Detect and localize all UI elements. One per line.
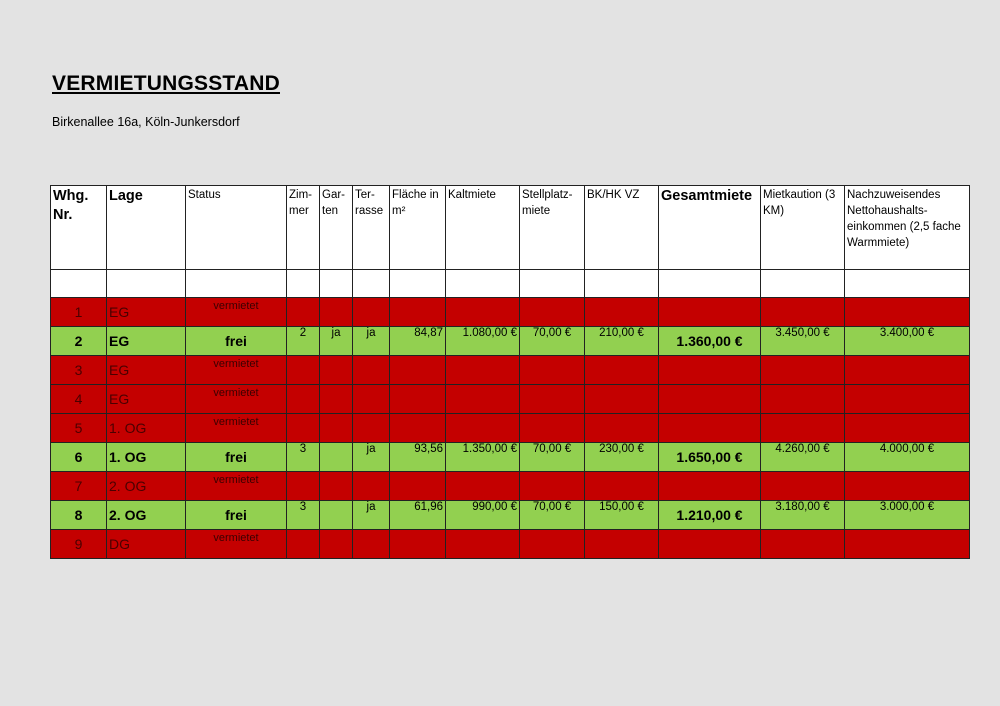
cell-garden [320, 530, 353, 559]
header-nr: Whg. Nr. [51, 186, 107, 270]
cell-parking-rent: 70,00 € [520, 501, 585, 530]
cell-deposit: 4.260,00 € [761, 443, 845, 472]
blank-row [51, 270, 970, 298]
cell-terrace [353, 472, 390, 501]
cell-parking-rent: 70,00 € [520, 443, 585, 472]
cell-total-rent: 1.650,00 € [659, 443, 761, 472]
cell-cold-rent [446, 385, 520, 414]
cell-required-income [845, 414, 970, 443]
cell-unit-number: 2 [51, 327, 107, 356]
table-row [51, 472, 970, 501]
rental-status-table [50, 185, 970, 559]
table-row [51, 501, 970, 530]
cell-deposit [761, 472, 845, 501]
cell-garden [320, 443, 353, 472]
cell-unit-number: 6 [51, 443, 107, 472]
table-body [51, 270, 970, 559]
cell-unit-number: 4 [51, 385, 107, 414]
cell-utility-prepayment [585, 530, 659, 559]
cell-garden [320, 472, 353, 501]
cell-terrace [353, 414, 390, 443]
header-bkhk: BK/HK VZ [585, 186, 659, 270]
cell-terrace [353, 356, 390, 385]
cell-required-income [845, 385, 970, 414]
cell-rooms: 2 [287, 327, 320, 356]
cell-total-rent [659, 472, 761, 501]
table-header [51, 186, 970, 270]
cell-cold-rent: 1.350,00 € [446, 443, 520, 472]
cell-total-rent [659, 298, 761, 327]
cell-parking-rent [520, 385, 585, 414]
cell-terrace [353, 298, 390, 327]
header-zimmer: Zim-mer [287, 186, 320, 270]
cell-terrace: ja [353, 443, 390, 472]
cell-status: vermietet [186, 385, 287, 414]
cell-rooms [287, 298, 320, 327]
cell-utility-prepayment [585, 472, 659, 501]
cell-utility-prepayment: 150,00 € [585, 501, 659, 530]
table-row [51, 530, 970, 559]
table-row [51, 298, 970, 327]
header-garten: Gar-ten [320, 186, 353, 270]
header-status: Status [186, 186, 287, 270]
cell-status: vermietet [186, 472, 287, 501]
cell-deposit: 3.180,00 € [761, 501, 845, 530]
cell-unit-number: 3 [51, 356, 107, 385]
header-kaution: Mietkaution (3 KM) [761, 186, 845, 270]
header-einkommen: Nachzuweisendes Nettohaushalts-einkommen (2,5 fache Warmmiete) [845, 186, 970, 270]
cell-area: 93,56 [390, 443, 446, 472]
cell-total-rent [659, 385, 761, 414]
cell-area [390, 472, 446, 501]
cell-cold-rent [446, 414, 520, 443]
cell-utility-prepayment [585, 356, 659, 385]
header-flaeche: Fläche in m² [390, 186, 446, 270]
cell-deposit: 3.450,00 € [761, 327, 845, 356]
cell-status: vermietet [186, 530, 287, 559]
cell-rooms: 3 [287, 501, 320, 530]
cell-deposit [761, 530, 845, 559]
cell-parking-rent [520, 298, 585, 327]
table-row [51, 414, 970, 443]
cell-utility-prepayment: 230,00 € [585, 443, 659, 472]
cell-area: 61,96 [390, 501, 446, 530]
cell-location: EG [107, 298, 186, 327]
cell-area [390, 414, 446, 443]
cell-deposit [761, 298, 845, 327]
cell-garden [320, 356, 353, 385]
cell-location: EG [107, 385, 186, 414]
table-row [51, 385, 970, 414]
cell-area [390, 530, 446, 559]
cell-area: 84,87 [390, 327, 446, 356]
cell-cold-rent: 990,00 € [446, 501, 520, 530]
cell-terrace: ja [353, 501, 390, 530]
cell-required-income [845, 472, 970, 501]
cell-parking-rent [520, 414, 585, 443]
header-terrasse: Ter-rasse [353, 186, 390, 270]
cell-location: 1. OG [107, 414, 186, 443]
table-row [51, 327, 970, 356]
cell-required-income [845, 356, 970, 385]
header-stellplatz: Stellplatz-miete [520, 186, 585, 270]
cell-cold-rent [446, 472, 520, 501]
table-row [51, 443, 970, 472]
cell-utility-prepayment [585, 298, 659, 327]
cell-unit-number: 1 [51, 298, 107, 327]
cell-unit-number: 5 [51, 414, 107, 443]
cell-unit-number: 7 [51, 472, 107, 501]
cell-unit-number: 8 [51, 501, 107, 530]
cell-required-income [845, 298, 970, 327]
cell-utility-prepayment [585, 385, 659, 414]
cell-location: DG [107, 530, 186, 559]
cell-rooms: 3 [287, 443, 320, 472]
cell-parking-rent [520, 472, 585, 501]
cell-total-rent [659, 356, 761, 385]
cell-garden: ja [320, 327, 353, 356]
cell-location: 2. OG [107, 472, 186, 501]
cell-status: vermietet [186, 414, 287, 443]
cell-terrace [353, 385, 390, 414]
header-gesamtmiete: Gesamtmiete [659, 186, 761, 270]
cell-status: frei [186, 501, 287, 530]
cell-status: vermietet [186, 356, 287, 385]
cell-total-rent [659, 530, 761, 559]
cell-deposit [761, 356, 845, 385]
cell-status: frei [186, 327, 287, 356]
cell-total-rent: 1.360,00 € [659, 327, 761, 356]
cell-rooms [287, 530, 320, 559]
cell-unit-number: 9 [51, 530, 107, 559]
cell-required-income [845, 530, 970, 559]
cell-utility-prepayment: 210,00 € [585, 327, 659, 356]
cell-area [390, 356, 446, 385]
cell-status: frei [186, 443, 287, 472]
cell-parking-rent [520, 530, 585, 559]
cell-location: EG [107, 327, 186, 356]
cell-garden [320, 385, 353, 414]
cell-location: 2. OG [107, 501, 186, 530]
cell-utility-prepayment [585, 414, 659, 443]
cell-cold-rent [446, 356, 520, 385]
cell-area [390, 385, 446, 414]
cell-required-income: 3.400,00 € [845, 327, 970, 356]
cell-parking-rent: 70,00 € [520, 327, 585, 356]
cell-required-income: 3.000,00 € [845, 501, 970, 530]
cell-cold-rent [446, 530, 520, 559]
cell-total-rent: 1.210,00 € [659, 501, 761, 530]
cell-rooms [287, 385, 320, 414]
cell-parking-rent [520, 356, 585, 385]
cell-cold-rent [446, 298, 520, 327]
cell-terrace: ja [353, 327, 390, 356]
cell-deposit [761, 385, 845, 414]
cell-required-income: 4.000,00 € [845, 443, 970, 472]
cell-garden [320, 298, 353, 327]
cell-rooms [287, 356, 320, 385]
header-kaltmiete: Kaltmiete [446, 186, 520, 270]
cell-total-rent [659, 414, 761, 443]
page-title: VERMIETUNGSSTAND [52, 72, 280, 95]
address-subtitle: Birkenallee 16a, Köln-Junkersdorf [52, 115, 240, 129]
cell-garden [320, 414, 353, 443]
cell-location: EG [107, 356, 186, 385]
cell-deposit [761, 414, 845, 443]
cell-rooms [287, 472, 320, 501]
cell-area [390, 298, 446, 327]
cell-cold-rent: 1.080,00 € [446, 327, 520, 356]
cell-location: 1. OG [107, 443, 186, 472]
cell-garden [320, 501, 353, 530]
cell-terrace [353, 530, 390, 559]
table-row [51, 356, 970, 385]
header-lage: Lage [107, 186, 186, 270]
cell-status: vermietet [186, 298, 287, 327]
cell-rooms [287, 414, 320, 443]
